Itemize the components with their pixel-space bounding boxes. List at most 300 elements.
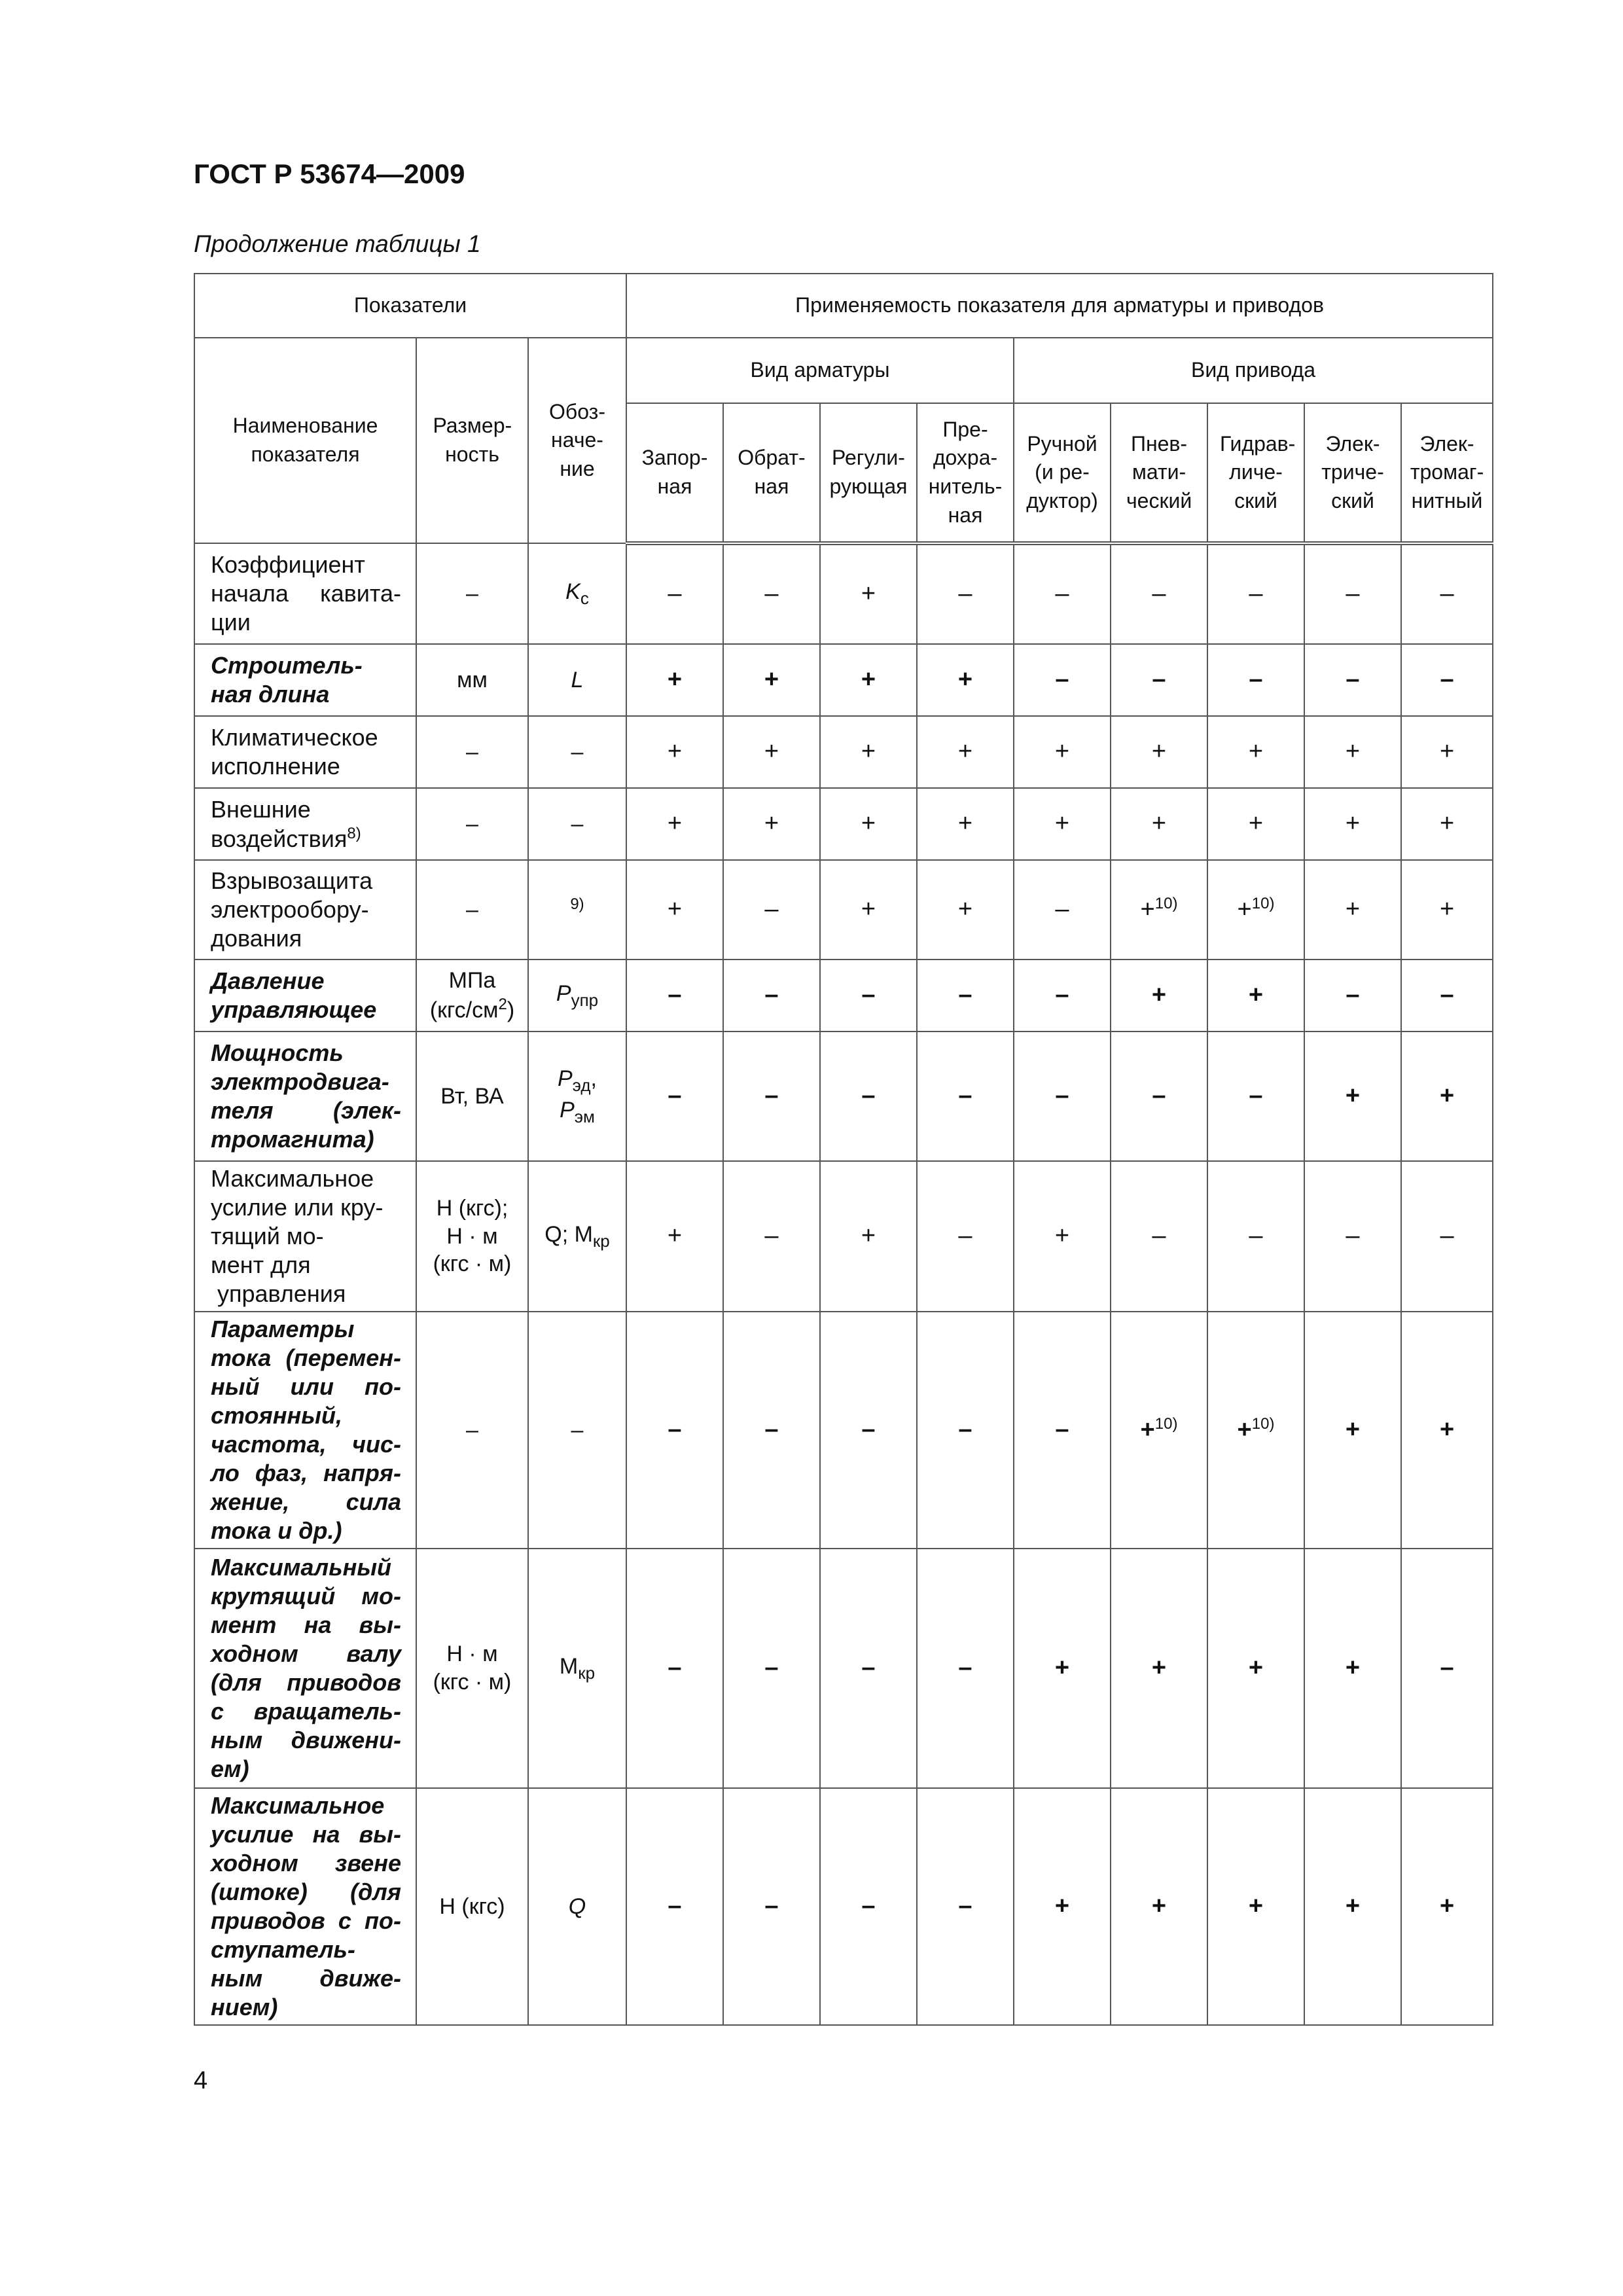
value-shutoff xyxy=(626,1788,723,2025)
symbol xyxy=(528,1161,626,1312)
value-mark: + xyxy=(1439,1082,1455,1110)
value-mark: – xyxy=(861,1654,876,1682)
value-mark: – xyxy=(1055,1082,1069,1110)
indicators-table xyxy=(194,273,1493,2026)
value-electromagnetic xyxy=(1401,543,1493,644)
symbol-sub: кр xyxy=(592,1231,610,1251)
header-safety: Пре-дохра-нитель-ная xyxy=(917,403,1014,543)
value-check xyxy=(723,960,820,1031)
value-control xyxy=(820,716,917,788)
value-pneumatic xyxy=(1111,788,1207,860)
indicator-name-line: мент для xyxy=(211,1251,311,1278)
value-mark: – xyxy=(764,1082,779,1110)
value-safety xyxy=(917,1312,1014,1549)
value-mark: – xyxy=(1440,1222,1454,1250)
value-mark: + xyxy=(861,1222,876,1250)
value-mark: – xyxy=(668,580,682,608)
value-manual xyxy=(1014,644,1111,716)
value-mark: + xyxy=(1248,1892,1264,1920)
symbol xyxy=(528,543,626,644)
value-mark: + xyxy=(1248,810,1264,838)
value-mark: + xyxy=(1237,1416,1252,1444)
value-mark: – xyxy=(861,1892,876,1920)
dimension-unit-sup: 2 xyxy=(498,995,507,1013)
value-mark: – xyxy=(1346,666,1360,694)
value-mark: + xyxy=(1151,810,1167,838)
indicator-name-text: Мощность электродвига-теля (элек-тромагнита) xyxy=(211,1039,401,1153)
dimension-line: Н · м xyxy=(446,1641,498,1667)
symbol-line xyxy=(529,1065,626,1096)
symbol-main: – xyxy=(571,811,584,836)
value-mark: + xyxy=(1345,1416,1361,1444)
value-check xyxy=(723,1312,820,1549)
dimension-text: – xyxy=(466,1417,478,1443)
value-mark: + xyxy=(1054,1654,1070,1682)
value-mark: – xyxy=(958,1082,972,1110)
header-control: Регули-рующая xyxy=(820,403,917,543)
dimension-text: Вт, ВА xyxy=(440,1083,504,1109)
value-mark: + xyxy=(764,810,779,838)
value-safety xyxy=(917,1549,1014,1788)
value-hydraulic xyxy=(1207,1549,1304,1788)
value-mark: – xyxy=(1055,580,1069,608)
header-name: Наименование показателя xyxy=(194,338,416,543)
table-row xyxy=(194,1788,1493,2025)
value-mark: + xyxy=(764,738,779,766)
value-manual xyxy=(1014,1031,1111,1161)
value-control xyxy=(820,1549,917,1788)
value-pneumatic xyxy=(1111,716,1207,788)
value-mark: + xyxy=(667,1222,683,1250)
value-manual xyxy=(1014,1312,1111,1549)
value-shutoff xyxy=(626,1312,723,1549)
value-mark: + xyxy=(1248,981,1264,1009)
symbol-main: М xyxy=(559,1654,579,1679)
dimension-line: (кгс · м) xyxy=(433,1251,512,1277)
indicator-name xyxy=(194,960,416,1031)
dimension-text: Н (кгс) xyxy=(439,1893,505,1919)
value-pneumatic xyxy=(1111,1549,1207,1788)
value-check xyxy=(723,860,820,960)
value-safety xyxy=(917,716,1014,788)
value-mark: + xyxy=(957,810,973,838)
header-shutoff: Запор-ная xyxy=(626,403,723,543)
value-check xyxy=(723,644,820,716)
value-electric xyxy=(1304,716,1401,788)
dimension-line: Н (кгс); xyxy=(436,1195,508,1221)
symbol-main: – xyxy=(571,739,584,764)
footnote-ref: 10) xyxy=(1251,894,1275,912)
indicator-name-text: Максимальное усилие на вы-ходном звене (штоке) (для приводов с по-ступатель-ным движе-нием) xyxy=(211,1792,401,2020)
value-hydraulic xyxy=(1207,1161,1304,1312)
value-hydraulic xyxy=(1207,543,1304,644)
dimension-text: – xyxy=(466,739,478,764)
value-mark: – xyxy=(764,1222,779,1250)
symbol-sub: c xyxy=(580,588,589,609)
value-mark: – xyxy=(1249,580,1263,608)
header-electric: Элек-триче-ский xyxy=(1304,403,1401,543)
value-mark: – xyxy=(1249,1222,1263,1250)
value-check xyxy=(723,788,820,860)
value-shutoff xyxy=(626,860,723,960)
indicator-name-text: Параметры тока (перемен-ный или по-стоянный, частота, чис-ло фаз, напря-жение, сила тока и др.) xyxy=(211,1316,401,1544)
value-safety xyxy=(917,960,1014,1031)
value-mark: + xyxy=(1054,1892,1070,1920)
table-row xyxy=(194,960,1493,1031)
value-electromagnetic xyxy=(1401,644,1493,716)
value-mark: + xyxy=(861,810,876,838)
value-pneumatic xyxy=(1111,1788,1207,2025)
header-electromagnetic: Элек-тромаг-нитный xyxy=(1401,403,1493,543)
value-mark: + xyxy=(1345,1082,1361,1110)
value-mark: + xyxy=(1151,1892,1167,1920)
value-mark: + xyxy=(1054,738,1070,766)
symbol xyxy=(528,644,626,716)
value-safety xyxy=(917,543,1014,644)
value-electric xyxy=(1304,1161,1401,1312)
value-mark: – xyxy=(958,1892,972,1920)
value-manual xyxy=(1014,716,1111,788)
value-electromagnetic xyxy=(1401,860,1493,960)
indicator-name xyxy=(194,1549,416,1788)
indicator-name-text: Максимальный крутящий мо-мент на вы-ходном валу (для приводов с вращатель-ным движени-ем) xyxy=(211,1554,401,1782)
value-mark: – xyxy=(1346,580,1360,608)
value-electromagnetic xyxy=(1401,1312,1493,1549)
dimension-text: – xyxy=(466,897,478,922)
value-mark: – xyxy=(668,1082,682,1110)
indicator-name-text: Климатическое исполнение xyxy=(211,724,378,780)
value-mark: – xyxy=(1440,666,1454,694)
value-shutoff xyxy=(626,543,723,644)
indicator-name xyxy=(194,716,416,788)
value-pneumatic xyxy=(1111,1161,1207,1312)
symbol-main: P xyxy=(560,1098,575,1122)
indicator-name xyxy=(194,860,416,960)
value-electric xyxy=(1304,1312,1401,1549)
value-mark: + xyxy=(957,895,973,924)
dimension xyxy=(416,1161,528,1312)
header-applicability: Применяемость показателя для арматуры и приводов xyxy=(626,274,1493,338)
value-mark: + xyxy=(1439,738,1455,766)
table-row xyxy=(194,1549,1493,1788)
dimension-text: мм xyxy=(457,667,488,692)
value-control xyxy=(820,1788,917,2025)
value-mark: – xyxy=(764,580,779,608)
value-safety xyxy=(917,644,1014,716)
value-mark: + xyxy=(1345,738,1361,766)
symbol-sub: кр xyxy=(578,1663,596,1683)
indicator-name xyxy=(194,1312,416,1549)
dimension xyxy=(416,644,528,716)
value-mark: + xyxy=(1140,1416,1155,1444)
value-mark: + xyxy=(1151,1654,1167,1682)
dimension xyxy=(416,788,528,860)
value-mark: + xyxy=(1439,1892,1455,1920)
value-control xyxy=(820,543,917,644)
value-mark: – xyxy=(764,1892,779,1920)
header-manual: Ручной (и ре-дуктор) xyxy=(1014,403,1111,543)
value-electric xyxy=(1304,960,1401,1031)
footnote-ref: 9) xyxy=(570,895,584,914)
symbol-line xyxy=(529,1096,626,1128)
value-shutoff xyxy=(626,1031,723,1161)
value-mark: – xyxy=(668,981,682,1009)
value-manual xyxy=(1014,1161,1111,1312)
table-row xyxy=(194,716,1493,788)
value-manual xyxy=(1014,1549,1111,1788)
value-check xyxy=(723,716,820,788)
value-electric xyxy=(1304,543,1401,644)
dimension xyxy=(416,960,528,1031)
symbol-sub: упр xyxy=(571,990,599,1011)
table-row xyxy=(194,644,1493,716)
value-mark: + xyxy=(667,738,683,766)
indicator-name xyxy=(194,1788,416,2025)
value-shutoff xyxy=(626,1161,723,1312)
dimension xyxy=(416,1788,528,2025)
value-hydraulic xyxy=(1207,1312,1304,1549)
value-shutoff xyxy=(626,644,723,716)
table-row xyxy=(194,860,1493,960)
dimension-unit-close: ) xyxy=(507,997,515,1023)
indicator-name xyxy=(194,1161,416,1312)
value-mark: + xyxy=(861,580,876,608)
value-electromagnetic xyxy=(1401,788,1493,860)
value-mark: – xyxy=(861,1416,876,1444)
value-mark: – xyxy=(1152,666,1166,694)
symbol-main: Q xyxy=(544,1222,562,1247)
value-hydraulic xyxy=(1207,788,1304,860)
dimension-line: (кгс · м) xyxy=(433,1670,512,1695)
indicator-name xyxy=(194,644,416,716)
value-hydraulic xyxy=(1207,644,1304,716)
dimension xyxy=(416,860,528,960)
value-electric xyxy=(1304,1549,1401,1788)
indicator-name xyxy=(194,1031,416,1161)
dimension-main: МПа xyxy=(448,968,496,993)
value-electromagnetic xyxy=(1401,1031,1493,1161)
value-mark: – xyxy=(1346,981,1360,1009)
value-mark: – xyxy=(1152,1222,1166,1250)
value-control xyxy=(820,960,917,1031)
value-safety xyxy=(917,1161,1014,1312)
table-row xyxy=(194,1161,1493,1312)
value-mark: – xyxy=(1249,666,1263,694)
value-hydraulic xyxy=(1207,1031,1304,1161)
value-hydraulic xyxy=(1207,1788,1304,2025)
value-mark: – xyxy=(1346,1222,1360,1250)
value-pneumatic xyxy=(1111,860,1207,960)
dimension-text: – xyxy=(466,811,478,836)
value-mark: – xyxy=(958,1222,972,1250)
value-shutoff xyxy=(626,1549,723,1788)
value-mark: + xyxy=(1248,1654,1264,1682)
value-pneumatic xyxy=(1111,644,1207,716)
header-symbol: Обоз-наче-ние xyxy=(528,338,626,543)
value-mark: – xyxy=(1055,981,1069,1009)
value-manual xyxy=(1014,960,1111,1031)
dimension xyxy=(416,1549,528,1788)
value-mark: – xyxy=(1249,1082,1263,1110)
symbol xyxy=(528,960,626,1031)
value-mark: – xyxy=(764,981,779,1009)
value-mark: – xyxy=(1440,580,1454,608)
value-mark: + xyxy=(1140,895,1155,924)
indicator-name-text: Давление управляющее xyxy=(211,967,377,1023)
symbol xyxy=(528,716,626,788)
value-mark: + xyxy=(861,895,876,924)
value-mark: – xyxy=(958,580,972,608)
value-safety xyxy=(917,1788,1014,2025)
value-control xyxy=(820,644,917,716)
indicator-name xyxy=(194,788,416,860)
table-row xyxy=(194,1312,1493,1549)
indicator-name-text: Взрывозащита электрообору-дования xyxy=(211,867,373,952)
value-mark: + xyxy=(667,666,683,694)
footnote-ref: 10) xyxy=(1154,894,1178,912)
symbol xyxy=(528,788,626,860)
value-mark: + xyxy=(1345,1654,1361,1682)
value-hydraulic xyxy=(1207,860,1304,960)
value-mark: – xyxy=(1055,1416,1069,1444)
dimension xyxy=(416,1312,528,1549)
value-mark: + xyxy=(861,738,876,766)
header-indicators: Показатели xyxy=(194,274,626,338)
symbol xyxy=(528,1031,626,1161)
value-mark: + xyxy=(1151,981,1167,1009)
value-mark: – xyxy=(1440,981,1454,1009)
value-electric xyxy=(1304,860,1401,960)
symbol-main: P xyxy=(556,981,571,1007)
footnote-ref: 8) xyxy=(347,824,361,842)
table-caption: Продолжение таблицы 1 xyxy=(194,230,481,257)
value-pneumatic xyxy=(1111,960,1207,1031)
value-mark: + xyxy=(957,666,973,694)
header-dimension: Размер-ность xyxy=(416,338,528,543)
value-mark: – xyxy=(668,1416,682,1444)
value-manual xyxy=(1014,543,1111,644)
value-mark: – xyxy=(1055,666,1069,694)
value-mark: + xyxy=(764,666,779,694)
value-mark: + xyxy=(1345,810,1361,838)
symbol-sub: эм xyxy=(574,1106,595,1126)
value-mark: + xyxy=(1439,1416,1455,1444)
value-pneumatic xyxy=(1111,1312,1207,1549)
value-check xyxy=(723,543,820,644)
value-mark: + xyxy=(957,738,973,766)
symbol-sub: эд xyxy=(572,1075,591,1096)
symbol-main: L xyxy=(571,667,584,692)
value-mark: – xyxy=(861,1082,876,1110)
value-mark: – xyxy=(764,1654,779,1682)
value-check xyxy=(723,1031,820,1161)
value-manual xyxy=(1014,860,1111,960)
indicator-name-line: тящий мо- xyxy=(211,1223,324,1250)
value-mark: – xyxy=(1440,1654,1454,1682)
value-mark: – xyxy=(958,1654,972,1682)
header-pneumatic: Пнев-мати-ческий xyxy=(1111,403,1207,543)
value-control xyxy=(820,788,917,860)
value-electric xyxy=(1304,644,1401,716)
header-drive-type: Вид привода xyxy=(1014,338,1493,403)
symbol xyxy=(528,1549,626,1788)
header-check: Обрат-ная xyxy=(723,403,820,543)
value-hydraulic xyxy=(1207,716,1304,788)
value-mark: + xyxy=(1248,738,1264,766)
value-mark: – xyxy=(764,895,779,924)
value-control xyxy=(820,1031,917,1161)
value-manual xyxy=(1014,1788,1111,2025)
value-electromagnetic xyxy=(1401,960,1493,1031)
indicator-name-text: Коэффициент начала кавита-ции xyxy=(211,551,401,636)
value-mark: – xyxy=(668,1892,682,1920)
symbol-main: Q xyxy=(568,1893,586,1919)
dimension xyxy=(416,716,528,788)
indicator-name-line: управления xyxy=(211,1280,346,1307)
value-mark: + xyxy=(1237,895,1252,924)
value-mark: + xyxy=(1439,895,1455,924)
value-manual xyxy=(1014,788,1111,860)
value-safety xyxy=(917,1031,1014,1161)
value-control xyxy=(820,1312,917,1549)
value-mark: + xyxy=(1151,738,1167,766)
table-row xyxy=(194,543,1493,644)
symbol-main: K xyxy=(565,579,580,605)
symbol xyxy=(528,1788,626,2025)
value-hydraulic xyxy=(1207,960,1304,1031)
indicator-name-text: Внешние воздействия xyxy=(211,795,348,852)
page-number: 4 xyxy=(194,2067,208,2094)
dimension-text: – xyxy=(466,581,478,606)
value-mark: + xyxy=(1345,895,1361,924)
value-electromagnetic xyxy=(1401,1549,1493,1788)
dimension xyxy=(416,543,528,644)
value-shutoff xyxy=(626,788,723,860)
footnote-ref: 10) xyxy=(1251,1414,1275,1433)
value-check xyxy=(723,1161,820,1312)
value-mark: + xyxy=(1054,1222,1070,1250)
value-check xyxy=(723,1549,820,1788)
value-shutoff xyxy=(626,716,723,788)
value-shutoff xyxy=(626,960,723,1031)
symbol xyxy=(528,1312,626,1549)
value-check xyxy=(723,1788,820,2025)
value-control xyxy=(820,860,917,960)
symbol-comma: , xyxy=(590,1066,597,1092)
value-mark: – xyxy=(958,1416,972,1444)
indicator-name xyxy=(194,543,416,644)
value-electromagnetic xyxy=(1401,716,1493,788)
value-pneumatic xyxy=(1111,1031,1207,1161)
value-mark: – xyxy=(1152,1082,1166,1110)
header-fitting-type: Вид арматуры xyxy=(626,338,1014,403)
dimension-unit-text: (кгс/см xyxy=(429,997,499,1023)
value-electromagnetic xyxy=(1401,1161,1493,1312)
indicator-name-text: Строитель-ная длина xyxy=(211,652,363,708)
value-electric xyxy=(1304,788,1401,860)
header-row-2 xyxy=(194,338,1493,403)
table-row xyxy=(194,1031,1493,1161)
header-row-1 xyxy=(194,274,1493,338)
value-mark: – xyxy=(1152,580,1166,608)
symbol-rest: ; М xyxy=(562,1222,593,1247)
value-mark: + xyxy=(1345,1892,1361,1920)
value-electric xyxy=(1304,1031,1401,1161)
value-mark: – xyxy=(861,981,876,1009)
indicator-name-line: усилие или кру- xyxy=(211,1194,383,1221)
value-mark: – xyxy=(668,1654,682,1682)
value-safety xyxy=(917,860,1014,960)
